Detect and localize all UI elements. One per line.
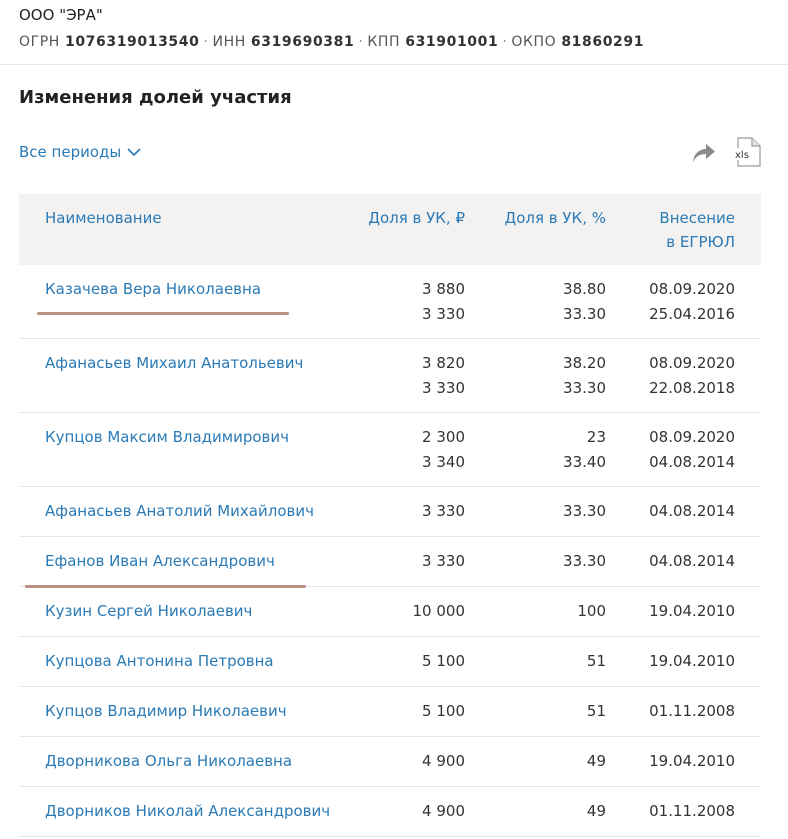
- table-row: [19, 413, 761, 487]
- share-rub-cell: [422, 799, 465, 824]
- share-rub-cell: [422, 549, 465, 574]
- requisite-value: 6319690381: [250, 34, 355, 50]
- table-row: [19, 787, 761, 837]
- share-pct-cell: [563, 499, 606, 524]
- participant-name-link[interactable]: Купцова Антонина Петровна: [45, 652, 274, 670]
- share-rub-cell: [422, 699, 465, 724]
- requisite-label: ОГРН: [19, 34, 60, 50]
- column-header-share-pct[interactable]: Доля в УК, %: [504, 209, 606, 227]
- share-pct-cell-value: 33.30: [563, 378, 606, 397]
- hand-underline-mark: [37, 312, 289, 315]
- period-dropdown[interactable]: [19, 143, 141, 161]
- xls-file-icon: [732, 137, 762, 167]
- period-dropdown-label: Все периоды: [19, 143, 122, 161]
- requisite-label: ИНН: [212, 34, 246, 50]
- share-rub-cell-value: 4 900: [422, 802, 465, 820]
- share-pct-cell: [587, 649, 606, 674]
- header-divider: [0, 64, 788, 65]
- share-rub-cell: [422, 749, 465, 774]
- table-row: [19, 537, 761, 587]
- table-row: [19, 637, 761, 687]
- share-pct-cell: [563, 351, 606, 400]
- date-cell: [649, 699, 735, 724]
- column-header-share-rub[interactable]: Доля в УК, ₽: [368, 209, 465, 227]
- date-cell-value: 01.11.2008: [649, 702, 735, 720]
- share-arrow-icon: [689, 140, 717, 166]
- company-requisites: [19, 34, 644, 50]
- column-header-date[interactable]: [645, 206, 735, 254]
- share-rub-cell-value: 5 100: [422, 652, 465, 670]
- share-pct-cell: [587, 749, 606, 774]
- share-rub-cell: [422, 277, 465, 326]
- share-pct-cell-value: 100: [577, 602, 606, 620]
- date-cell: [649, 277, 735, 326]
- requisite-separator: ·: [502, 34, 508, 50]
- table-row: [19, 265, 761, 339]
- participant-name-link[interactable]: Купцов Владимир Николаевич: [45, 702, 287, 720]
- participant-name-link[interactable]: Ефанов Иван Александрович: [45, 552, 275, 570]
- table-row: [19, 487, 761, 537]
- table-row: [19, 687, 761, 737]
- requisite-value: 81860291: [561, 34, 645, 50]
- date-cell: [649, 549, 735, 574]
- participant-name-link[interactable]: Кузин Сергей Николаевич: [45, 602, 253, 620]
- requisite-value: 631901001: [405, 34, 499, 50]
- participant-name-link[interactable]: Казачева Вера Николаевна: [45, 280, 262, 298]
- shares-table: [19, 194, 761, 837]
- share-rub-cell-value: 5 100: [422, 702, 465, 720]
- date-cell-value: 08.09.2020: [649, 428, 735, 446]
- share-pct-cell-value: 33.30: [563, 304, 606, 323]
- share-pct-cell-value: 51: [586, 702, 606, 720]
- date-cell-value: 19.04.2010: [649, 602, 735, 620]
- date-cell-value: 08.09.2020: [649, 354, 735, 372]
- table-row: [19, 339, 761, 413]
- date-cell-value: 01.11.2008: [649, 802, 735, 820]
- date-cell-value: 04.08.2014: [649, 452, 735, 471]
- table-header: [19, 194, 761, 265]
- share-rub-cell: [422, 425, 465, 474]
- date-cell: [649, 649, 735, 674]
- share-pct-cell-value: 51: [586, 652, 606, 670]
- participant-name-link[interactable]: Афанасьев Анатолий Михайлович: [45, 502, 314, 520]
- share-rub-cell-value: 3 880: [422, 280, 465, 298]
- date-cell: [649, 799, 735, 824]
- share-rub-cell: [422, 649, 465, 674]
- table-body: [19, 265, 761, 837]
- share-rub-cell: [422, 499, 465, 524]
- share-rub-cell-value: 4 900: [422, 752, 465, 770]
- share-pct-cell-value: 33.40: [563, 452, 606, 471]
- table-row: [19, 587, 761, 637]
- date-cell: [649, 351, 735, 400]
- participant-name-link[interactable]: Афанасьев Михаил Анатольевич: [45, 354, 304, 372]
- date-cell-value: 25.04.2016: [649, 304, 735, 323]
- date-cell-value: 22.08.2018: [649, 378, 735, 397]
- date-cell: [649, 599, 735, 624]
- date-cell: [649, 425, 735, 474]
- participant-name-link[interactable]: Дворников Николай Александрович: [45, 802, 331, 820]
- share-rub-cell: [422, 351, 465, 400]
- share-rub-cell-value: 3 340: [422, 452, 465, 471]
- share-rub-cell-value: 3 820: [422, 354, 465, 372]
- share-rub-cell-value: 3 330: [422, 552, 465, 570]
- share-pct-cell-value: 38.20: [563, 354, 606, 372]
- chevron-down-icon: [127, 148, 141, 157]
- table-row: [19, 737, 761, 787]
- company-name: ООО "ЭРА": [19, 6, 103, 24]
- share-button[interactable]: [689, 140, 717, 166]
- section-title: Изменения долей участия: [19, 87, 292, 108]
- date-cell-value: 04.08.2014: [649, 552, 735, 570]
- date-cell-value: 19.04.2010: [649, 652, 735, 670]
- share-pct-cell-value: 49: [586, 802, 606, 820]
- share-pct-cell-value: 38.80: [563, 280, 606, 298]
- column-header-date-line1: Внесение: [659, 209, 735, 227]
- requisite-separator: ·: [203, 34, 209, 50]
- participant-name-link[interactable]: Купцов Максим Владимирович: [45, 428, 290, 446]
- share-rub-cell: [413, 599, 466, 624]
- share-rub-cell-value: 3 330: [422, 378, 465, 397]
- date-cell-value: 04.08.2014: [649, 502, 735, 520]
- share-rub-cell-value: 3 330: [422, 304, 465, 323]
- requisite-label: ОКПО: [511, 34, 557, 50]
- share-pct-cell: [563, 277, 606, 326]
- date-cell: [649, 749, 735, 774]
- export-xls-button[interactable]: [732, 137, 762, 167]
- hand-underline-mark: [25, 585, 306, 588]
- date-cell-value: 19.04.2010: [649, 752, 735, 770]
- share-pct-cell: [587, 799, 606, 824]
- share-pct-cell-value: 33.30: [563, 552, 606, 570]
- share-pct-cell-value: 33.30: [563, 502, 606, 520]
- share-rub-cell-value: 10 000: [412, 602, 465, 620]
- column-header-date-line2: в ЕГРЮЛ: [666, 233, 735, 251]
- date-cell: [649, 499, 735, 524]
- requisite-label: КПП: [367, 34, 401, 50]
- share-rub-cell-value: 2 300: [422, 428, 465, 446]
- share-pct-cell-value: 49: [586, 752, 606, 770]
- share-pct-cell: [563, 549, 606, 574]
- share-pct-cell: [587, 699, 606, 724]
- participant-name-link[interactable]: Дворникова Ольга Николаевна: [45, 752, 293, 770]
- share-pct-cell-value: 23: [586, 428, 606, 446]
- share-rub-cell-value: 3 330: [422, 502, 465, 520]
- xls-label: xls: [735, 150, 749, 161]
- share-pct-cell: [563, 425, 606, 474]
- date-cell-value: 08.09.2020: [649, 280, 735, 298]
- share-pct-cell: [577, 599, 606, 624]
- requisite-separator: ·: [358, 34, 364, 50]
- requisite-value: 1076319013540: [65, 34, 200, 50]
- column-header-name[interactable]: Наименование: [45, 209, 162, 227]
